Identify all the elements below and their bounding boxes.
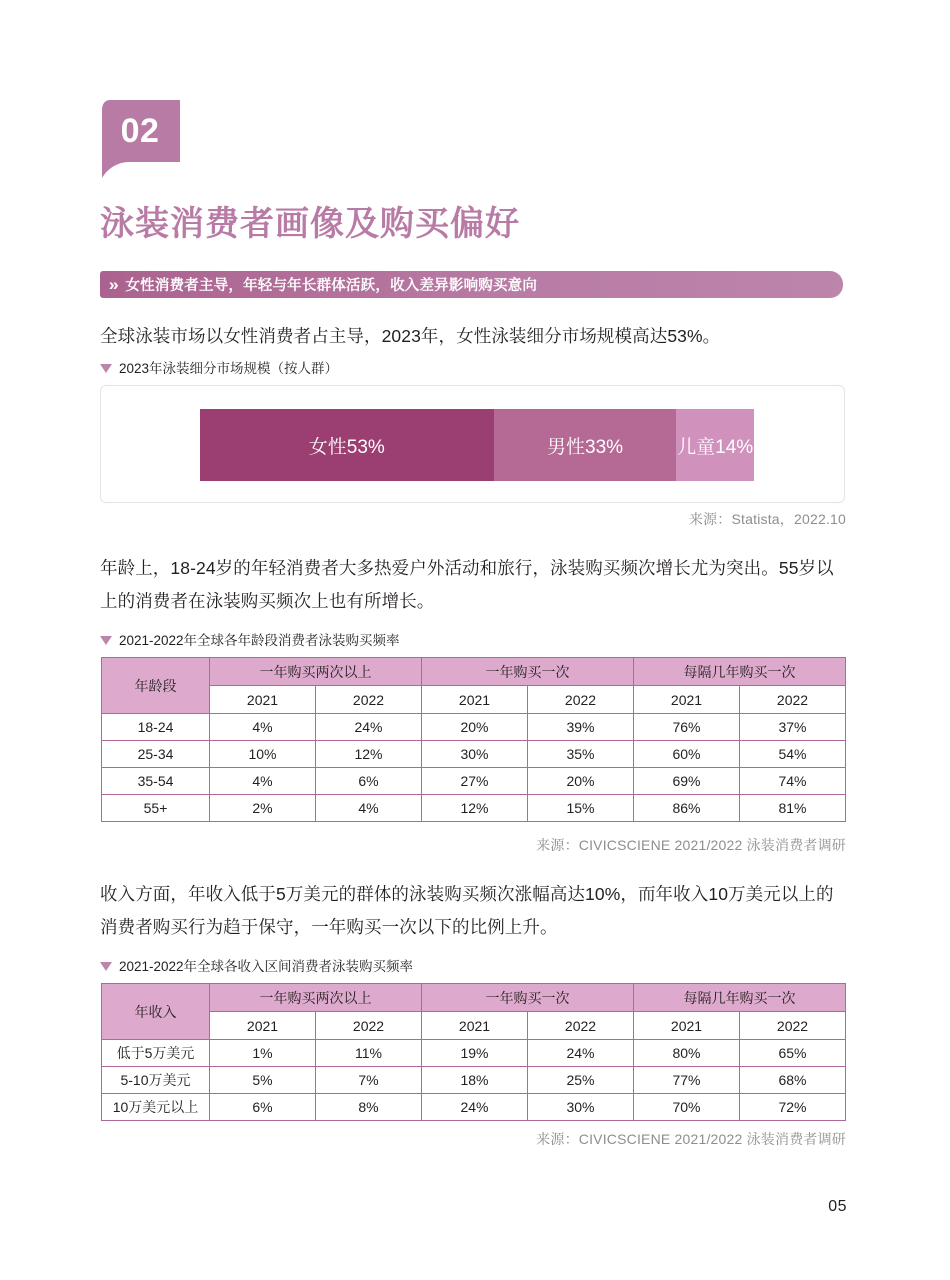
table-cell: 5% <box>210 1067 316 1094</box>
bar-segment-male: 男性33% <box>494 409 677 481</box>
table-body <box>102 1040 846 1121</box>
triangle-down-icon <box>100 636 112 645</box>
table-header-year-3: 2022 <box>528 1012 634 1040</box>
table-cell: 25% <box>528 1067 634 1094</box>
table-header-year-4: 2021 <box>634 1012 740 1040</box>
figure-caption-1-text: 2023年泳装细分市场规模（按人群） <box>119 361 339 376</box>
section-subtitle-bar <box>100 271 843 298</box>
table-header-year-3: 2022 <box>528 686 634 714</box>
source-note-1: 来源：Statista，2022.10 <box>688 511 846 527</box>
table-cell: 2% <box>210 795 316 822</box>
table-cell: 7% <box>316 1067 422 1094</box>
table-cell: 24% <box>528 1040 634 1067</box>
page-number: 05 <box>828 1198 847 1215</box>
table-row <box>102 1094 846 1121</box>
figure-caption-3 <box>100 955 413 975</box>
section-number-badge <box>100 100 192 178</box>
table-header-row-groups <box>102 984 846 1012</box>
age-frequency-table <box>101 657 846 822</box>
table-header-year-2: 2021 <box>422 1012 528 1040</box>
table-row <box>102 795 846 822</box>
table-header-group-0: 一年购买两次以上 <box>210 984 422 1012</box>
table-header-row-years <box>102 1012 846 1040</box>
table-header-rowlabel: 年龄段 <box>102 658 210 714</box>
table-header-year-2: 2021 <box>422 686 528 714</box>
table-header-row-years <box>102 686 846 714</box>
table-cell: 39% <box>528 714 634 741</box>
table-body <box>102 714 846 822</box>
table-cell: 19% <box>422 1040 528 1067</box>
table-row-label: 55+ <box>102 795 210 822</box>
table-row <box>102 768 846 795</box>
double-chevron-right-icon: » <box>108 275 119 294</box>
table-cell: 30% <box>422 741 528 768</box>
table-header-group-1: 一年购买一次 <box>422 984 634 1012</box>
table-row-label: 10万美元以上 <box>102 1094 210 1121</box>
stacked-bar <box>200 409 754 481</box>
income-frequency-table <box>101 983 846 1121</box>
section-subtitle-text: 女性消费者主导，年轻与年长群体活跃，收入差异影响购买意向 <box>125 278 538 294</box>
source-note-3: 来源：CIVICSCIENE 2021/2022 泳装消费者调研 <box>536 1131 846 1147</box>
table-cell: 68% <box>740 1067 846 1094</box>
page-title: 泳装消费者画像及购买偏好 <box>100 205 520 243</box>
table-cell: 15% <box>528 795 634 822</box>
table-cell: 72% <box>740 1094 846 1121</box>
triangle-down-icon <box>100 962 112 971</box>
table-cell: 11% <box>316 1040 422 1067</box>
table-header-year-0: 2021 <box>210 686 316 714</box>
table-header-group-2: 每隔几年购买一次 <box>634 658 846 686</box>
table-cell: 70% <box>634 1094 740 1121</box>
table-cell: 81% <box>740 795 846 822</box>
table-cell: 1% <box>210 1040 316 1067</box>
table-cell: 74% <box>740 768 846 795</box>
table-header-year-5: 2022 <box>740 686 846 714</box>
table-row-label: 低于5万美元 <box>102 1040 210 1067</box>
table-header-group-1: 一年购买一次 <box>422 658 634 686</box>
table-header <box>102 658 846 714</box>
table-cell: 20% <box>528 768 634 795</box>
table-row <box>102 741 846 768</box>
table-header-group-0: 一年购买两次以上 <box>210 658 422 686</box>
table-row-label: 25-34 <box>102 741 210 768</box>
table-cell: 35% <box>528 741 634 768</box>
table-cell: 4% <box>316 795 422 822</box>
table-cell: 30% <box>528 1094 634 1121</box>
table-header-row-groups <box>102 658 846 686</box>
table-cell: 10% <box>210 741 316 768</box>
table-header-rowlabel: 年收入 <box>102 984 210 1040</box>
triangle-down-icon <box>100 364 112 373</box>
table-header-group-2: 每隔几年购买一次 <box>634 984 846 1012</box>
figure-caption-2 <box>100 629 400 649</box>
table-cell: 65% <box>740 1040 846 1067</box>
table-row <box>102 1040 846 1067</box>
table-cell: 18% <box>422 1067 528 1094</box>
table-cell: 69% <box>634 768 740 795</box>
table-cell: 24% <box>422 1094 528 1121</box>
table-cell: 80% <box>634 1040 740 1067</box>
table-header-year-1: 2022 <box>316 686 422 714</box>
table-header-year-1: 2022 <box>316 1012 422 1040</box>
body-paragraph-2: 年龄上，18-24岁的年轻消费者大多热爱户外活动和旅行，泳装购买频次增长尤为突出。55岁以上的消费者在泳装购买频次上也有所增长。 <box>100 558 834 611</box>
table-cell: 37% <box>740 714 846 741</box>
figure-caption-3-text: 2021-2022年全球各收入区间消费者泳装购买频率 <box>119 959 414 974</box>
table-cell: 27% <box>422 768 528 795</box>
body-paragraph-1: 全球泳装市场以女性消费者占主导，2023年，女性泳装细分市场规模高达53%。 <box>100 326 721 346</box>
table-cell: 60% <box>634 741 740 768</box>
source-note-2: 来源：CIVICSCIENE 2021/2022 泳装消费者调研 <box>536 837 846 853</box>
table-row <box>102 714 846 741</box>
table-cell: 12% <box>316 741 422 768</box>
table-cell: 20% <box>422 714 528 741</box>
table-cell: 86% <box>634 795 740 822</box>
table-row-label: 5-10万美元 <box>102 1067 210 1094</box>
table-header-year-5: 2022 <box>740 1012 846 1040</box>
table-cell: 12% <box>422 795 528 822</box>
table-cell: 4% <box>210 768 316 795</box>
body-paragraph-3: 收入方面，年收入低于5万美元的群体的泳装购买频次涨幅高达10%，而年收入10万美元以上的消费者购买行为趋于保守，一年购买一次以下的比例上升。 <box>100 884 834 937</box>
bar-segment-female: 女性53% <box>200 409 494 481</box>
market-share-chart-card <box>100 385 845 503</box>
table-cell: 8% <box>316 1094 422 1121</box>
section-number-text: 02 <box>120 111 160 150</box>
table-row-label: 18-24 <box>102 714 210 741</box>
table-row-label: 35-54 <box>102 768 210 795</box>
table-cell: 4% <box>210 714 316 741</box>
table-cell: 6% <box>210 1094 316 1121</box>
table-header <box>102 984 846 1040</box>
table-header-year-4: 2021 <box>634 686 740 714</box>
table-cell: 24% <box>316 714 422 741</box>
figure-caption-2-text: 2021-2022年全球各年龄段消费者泳装购买频率 <box>119 633 400 648</box>
table-cell: 6% <box>316 768 422 795</box>
table-cell: 76% <box>634 714 740 741</box>
table-cell: 54% <box>740 741 846 768</box>
figure-caption-1 <box>100 357 338 377</box>
bar-segment-children: 儿童14% <box>676 409 754 481</box>
table-row <box>102 1067 846 1094</box>
table-cell: 77% <box>634 1067 740 1094</box>
table-header-year-0: 2021 <box>210 1012 316 1040</box>
